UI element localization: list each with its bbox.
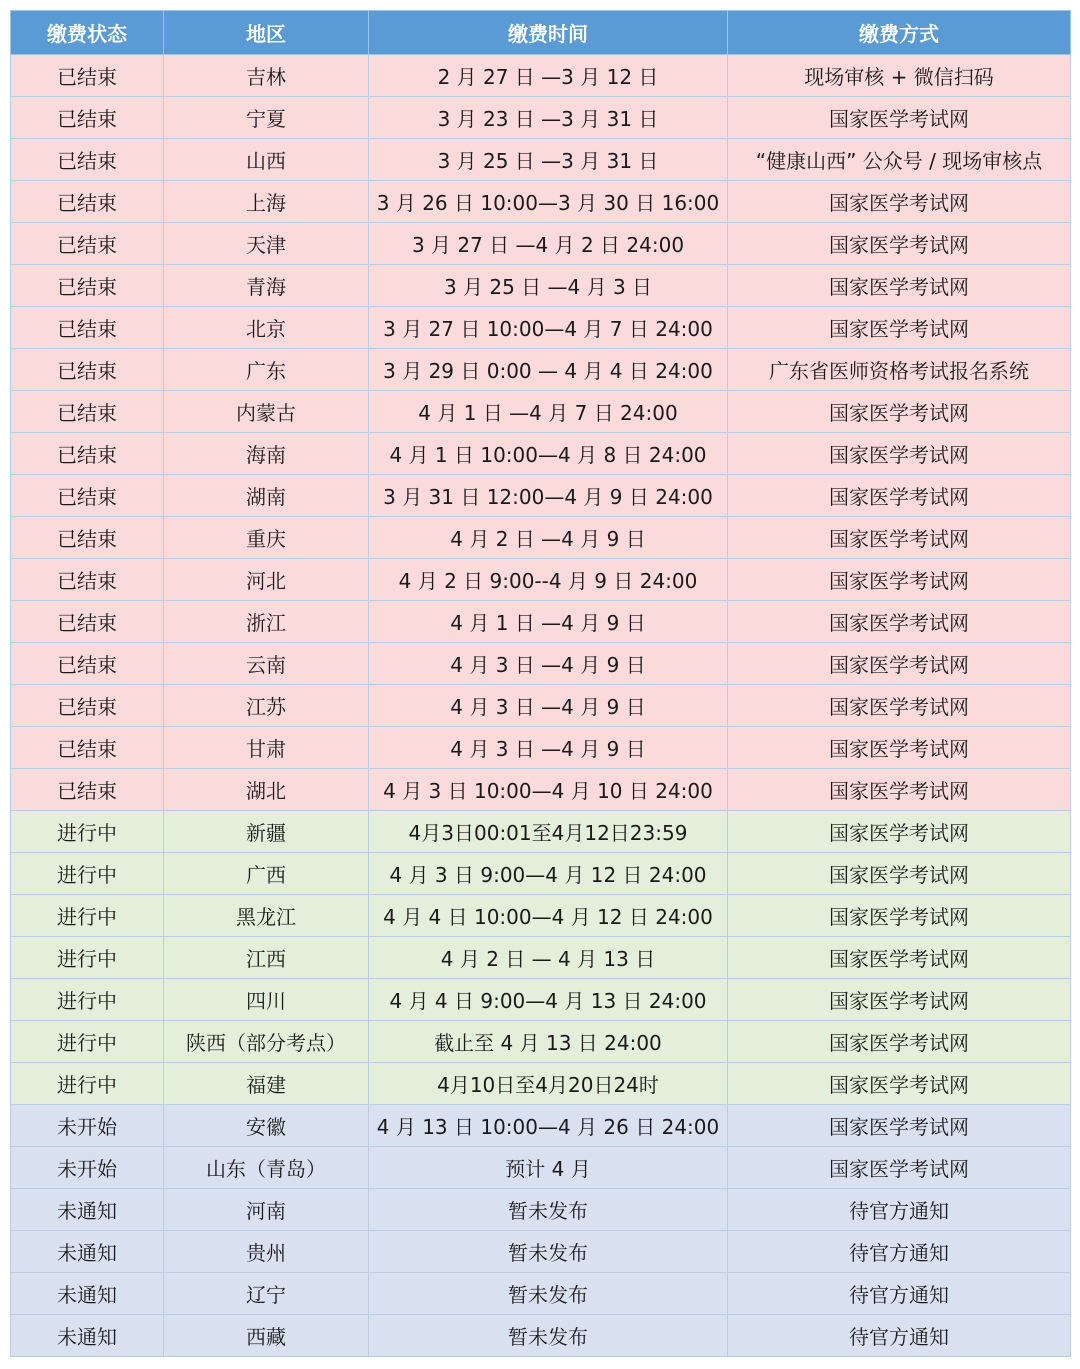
method-cell: 待官方通知	[728, 1315, 1071, 1357]
region-cell: 湖南	[164, 475, 369, 517]
region-cell: 黑龙江	[164, 895, 369, 937]
time-cell: 4 月 3 日 —4 月 9 日	[369, 643, 728, 685]
table-row	[11, 97, 1071, 139]
method-cell: 国家医学考试网	[728, 223, 1071, 265]
region-cell: 河南	[164, 1189, 369, 1231]
status-cell: 进行中	[11, 1063, 164, 1105]
status-cell: 已结束	[11, 475, 164, 517]
table-row	[11, 1147, 1071, 1189]
region-cell: 广西	[164, 853, 369, 895]
region-cell: 上海	[164, 181, 369, 223]
payment-schedule-table	[10, 10, 1071, 1357]
table-row	[11, 265, 1071, 307]
table-row	[11, 853, 1071, 895]
time-cell: 4 月 3 日 —4 月 9 日	[369, 685, 728, 727]
status-cell: 已结束	[11, 265, 164, 307]
method-cell: 国家医学考试网	[728, 853, 1071, 895]
method-cell: 国家医学考试网	[728, 685, 1071, 727]
method-cell: 国家医学考试网	[728, 181, 1071, 223]
table-row	[11, 1315, 1071, 1357]
method-cell: 国家医学考试网	[728, 1021, 1071, 1063]
time-cell: 暂未发布	[369, 1315, 728, 1357]
status-cell: 已结束	[11, 727, 164, 769]
time-cell: 4 月 1 日 —4 月 9 日	[369, 601, 728, 643]
method-cell: 国家医学考试网	[728, 1147, 1071, 1189]
region-cell: 重庆	[164, 517, 369, 559]
time-cell: 4 月 4 日 9:00—4 月 13 日 24:00	[369, 979, 728, 1021]
method-cell: 国家医学考试网	[728, 811, 1071, 853]
time-cell: 3 月 29 日 0:00 — 4 月 4 日 24:00	[369, 349, 728, 391]
region-cell: 贵州	[164, 1231, 369, 1273]
time-cell: 4 月 3 日 10:00—4 月 10 日 24:00	[369, 769, 728, 811]
status-cell: 已结束	[11, 601, 164, 643]
time-cell: 4 月 4 日 10:00—4 月 12 日 24:00	[369, 895, 728, 937]
table-row	[11, 979, 1071, 1021]
region-cell: 河北	[164, 559, 369, 601]
method-cell: 国家医学考试网	[728, 307, 1071, 349]
status-cell: 已结束	[11, 181, 164, 223]
table-row	[11, 517, 1071, 559]
table-row	[11, 685, 1071, 727]
table-row	[11, 769, 1071, 811]
region-cell: 湖北	[164, 769, 369, 811]
status-cell: 已结束	[11, 223, 164, 265]
table-row	[11, 727, 1071, 769]
time-cell: 4 月 1 日 10:00—4 月 8 日 24:00	[369, 433, 728, 475]
status-cell: 已结束	[11, 517, 164, 559]
method-cell: 国家医学考试网	[728, 391, 1071, 433]
time-cell: 3 月 23 日 —3 月 31 日	[369, 97, 728, 139]
header-row	[11, 11, 1071, 55]
table-row	[11, 1021, 1071, 1063]
table-row	[11, 895, 1071, 937]
region-cell: 福建	[164, 1063, 369, 1105]
region-cell: 江苏	[164, 685, 369, 727]
time-cell: 暂未发布	[369, 1231, 728, 1273]
time-cell: 3 月 25 日 —3 月 31 日	[369, 139, 728, 181]
time-cell: 4月3日00:01至4月12日23:59	[369, 811, 728, 853]
table-row	[11, 601, 1071, 643]
table-row	[11, 55, 1071, 97]
method-cell: 待官方通知	[728, 1273, 1071, 1315]
region-cell: 云南	[164, 643, 369, 685]
status-cell: 未通知	[11, 1189, 164, 1231]
table-row	[11, 811, 1071, 853]
time-cell: 4 月 3 日 9:00—4 月 12 日 24:00	[369, 853, 728, 895]
status-cell: 已结束	[11, 769, 164, 811]
table-row	[11, 307, 1071, 349]
method-cell: 国家医学考试网	[728, 937, 1071, 979]
method-cell: “健康山西” 公众号 / 现场审核点	[728, 139, 1071, 181]
table-row	[11, 139, 1071, 181]
region-cell: 青海	[164, 265, 369, 307]
table-row	[11, 181, 1071, 223]
status-cell: 进行中	[11, 811, 164, 853]
time-cell: 暂未发布	[369, 1273, 728, 1315]
table-row	[11, 1063, 1071, 1105]
region-cell: 安徽	[164, 1105, 369, 1147]
time-cell: 2 月 27 日 —3 月 12 日	[369, 55, 728, 97]
table-row	[11, 349, 1071, 391]
method-cell: 国家医学考试网	[728, 643, 1071, 685]
time-cell: 4 月 1 日 —4 月 7 日 24:00	[369, 391, 728, 433]
status-cell: 已结束	[11, 685, 164, 727]
table-row	[11, 1189, 1071, 1231]
region-cell: 内蒙古	[164, 391, 369, 433]
payment-schedule-table-wrapper	[10, 10, 1070, 1357]
region-cell: 江西	[164, 937, 369, 979]
status-cell: 未通知	[11, 1315, 164, 1357]
table-row	[11, 1273, 1071, 1315]
region-cell: 天津	[164, 223, 369, 265]
method-cell: 广东省医师资格考试报名系统	[728, 349, 1071, 391]
status-cell: 未开始	[11, 1147, 164, 1189]
region-cell: 海南	[164, 433, 369, 475]
status-cell: 已结束	[11, 433, 164, 475]
status-cell: 已结束	[11, 139, 164, 181]
time-cell: 暂未发布	[369, 1189, 728, 1231]
method-cell: 待官方通知	[728, 1189, 1071, 1231]
status-cell: 已结束	[11, 349, 164, 391]
time-cell: 3 月 27 日 —4 月 2 日 24:00	[369, 223, 728, 265]
header-method: 缴费方式	[728, 11, 1071, 55]
status-cell: 已结束	[11, 307, 164, 349]
table-row	[11, 475, 1071, 517]
header-time: 缴费时间	[369, 11, 728, 55]
region-cell: 陕西（部分考点）	[164, 1021, 369, 1063]
table-body	[11, 55, 1071, 1357]
table-row	[11, 1231, 1071, 1273]
time-cell: 4 月 13 日 10:00—4 月 26 日 24:00	[369, 1105, 728, 1147]
table-row	[11, 937, 1071, 979]
method-cell: 国家医学考试网	[728, 601, 1071, 643]
table-row	[11, 559, 1071, 601]
method-cell: 国家医学考试网	[728, 727, 1071, 769]
region-cell: 辽宁	[164, 1273, 369, 1315]
header-status: 缴费状态	[11, 11, 164, 55]
method-cell: 国家医学考试网	[728, 979, 1071, 1021]
method-cell: 国家医学考试网	[728, 895, 1071, 937]
table-row	[11, 1105, 1071, 1147]
status-cell: 未开始	[11, 1105, 164, 1147]
method-cell: 现场审核 + 微信扫码	[728, 55, 1071, 97]
table-row	[11, 223, 1071, 265]
time-cell: 3 月 31 日 12:00—4 月 9 日 24:00	[369, 475, 728, 517]
method-cell: 国家医学考试网	[728, 559, 1071, 601]
status-cell: 已结束	[11, 559, 164, 601]
method-cell: 待官方通知	[728, 1231, 1071, 1273]
method-cell: 国家医学考试网	[728, 769, 1071, 811]
region-cell: 甘肃	[164, 727, 369, 769]
status-cell: 进行中	[11, 895, 164, 937]
method-cell: 国家医学考试网	[728, 97, 1071, 139]
table-row	[11, 391, 1071, 433]
table-row	[11, 643, 1071, 685]
region-cell: 新疆	[164, 811, 369, 853]
region-cell: 宁夏	[164, 97, 369, 139]
time-cell: 4 月 2 日 —4 月 9 日	[369, 517, 728, 559]
time-cell: 4 月 2 日 9:00--4 月 9 日 24:00	[369, 559, 728, 601]
method-cell: 国家医学考试网	[728, 433, 1071, 475]
method-cell: 国家医学考试网	[728, 475, 1071, 517]
status-cell: 已结束	[11, 55, 164, 97]
time-cell: 截止至 4 月 13 日 24:00	[369, 1021, 728, 1063]
region-cell: 北京	[164, 307, 369, 349]
region-cell: 浙江	[164, 601, 369, 643]
time-cell: 4 月 3 日 —4 月 9 日	[369, 727, 728, 769]
region-cell: 山西	[164, 139, 369, 181]
status-cell: 进行中	[11, 853, 164, 895]
region-cell: 西藏	[164, 1315, 369, 1357]
region-cell: 广东	[164, 349, 369, 391]
time-cell: 3 月 27 日 10:00—4 月 7 日 24:00	[369, 307, 728, 349]
time-cell: 4 月 2 日 — 4 月 13 日	[369, 937, 728, 979]
status-cell: 进行中	[11, 937, 164, 979]
status-cell: 进行中	[11, 979, 164, 1021]
status-cell: 未通知	[11, 1231, 164, 1273]
time-cell: 3 月 26 日 10:00—3 月 30 日 16:00	[369, 181, 728, 223]
status-cell: 进行中	[11, 1021, 164, 1063]
status-cell: 已结束	[11, 391, 164, 433]
region-cell: 山东（青岛）	[164, 1147, 369, 1189]
status-cell: 已结束	[11, 643, 164, 685]
method-cell: 国家医学考试网	[728, 265, 1071, 307]
method-cell: 国家医学考试网	[728, 517, 1071, 559]
header-region: 地区	[164, 11, 369, 55]
method-cell: 国家医学考试网	[728, 1105, 1071, 1147]
table-header	[11, 11, 1071, 55]
status-cell: 已结束	[11, 97, 164, 139]
time-cell: 3 月 25 日 —4 月 3 日	[369, 265, 728, 307]
method-cell: 国家医学考试网	[728, 1063, 1071, 1105]
region-cell: 四川	[164, 979, 369, 1021]
table-row	[11, 433, 1071, 475]
time-cell: 预计 4 月	[369, 1147, 728, 1189]
region-cell: 吉林	[164, 55, 369, 97]
time-cell: 4月10日至4月20日24时	[369, 1063, 728, 1105]
status-cell: 未通知	[11, 1273, 164, 1315]
